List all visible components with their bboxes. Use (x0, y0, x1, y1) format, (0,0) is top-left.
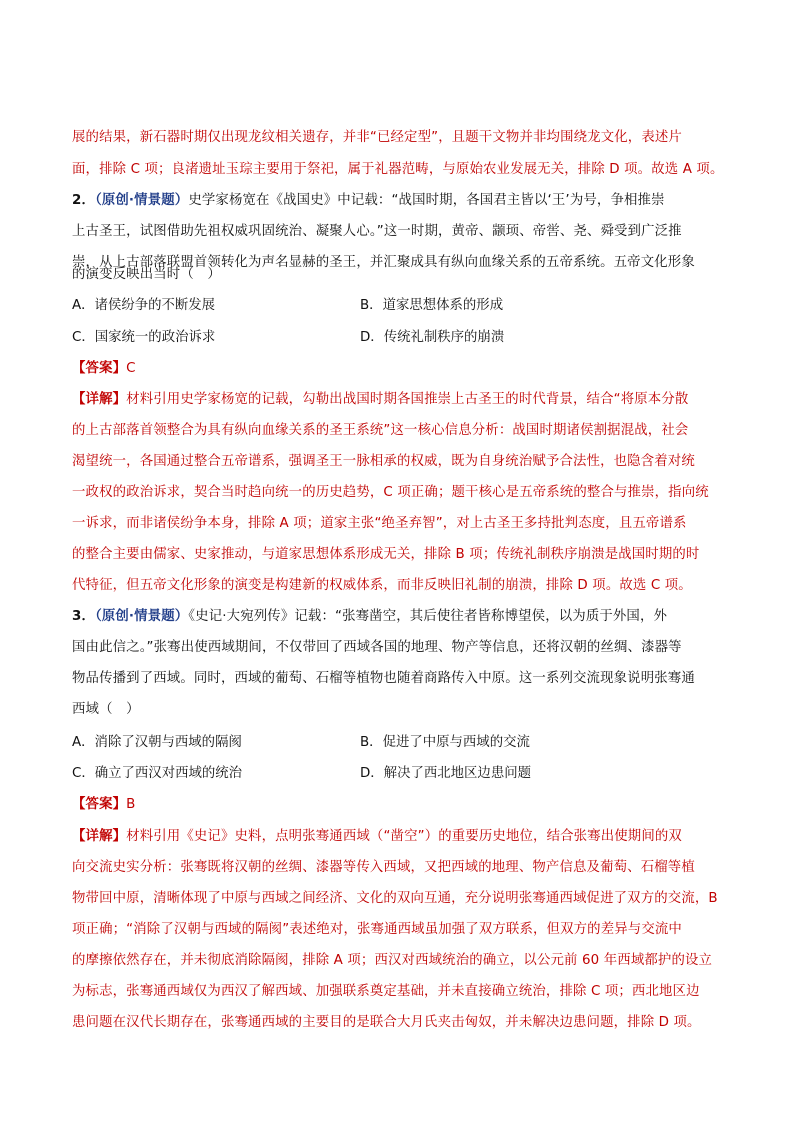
q2-answer-label: 【答案】 (72, 361, 127, 376)
prev-explanation-line-2: 面，排除 C 项；良渚遗址玉琮主要用于祭祀，属于礼器范畴，与原始农业发展无关，排除 D 项。故选 A 项。 (72, 162, 724, 177)
q3-answer-line (72, 795, 724, 815)
q3-stem-text-1: 《史记·大宛列传》记载：“张骞凿空，其后使往者皆称博望侯，以为质于外国，外 (188, 609, 668, 624)
q2-stem-line-2: 上古圣王，试图借助先祖权威巩固统治、凝聚人心。”这一时期，黄帝、颛顼、帝喾、尧、舜受到广泛推 (72, 224, 682, 239)
q2-detail-label: 【详解】 (72, 392, 127, 407)
q3-detail-line-3: 物带回中原，清晰体现了中原与西域之间经济、文化的双向互通，充分说明张骞通西域促进了双方的交流，B (72, 891, 718, 906)
q3-answer-label: 【答案】 (72, 797, 127, 812)
q3-detail-line-5: 的摩擦依然存在，并未彻底消除隔阂，排除 A 项；西汉对西域统治的确立，以公元前 60 年西域都护的设立 (72, 953, 713, 968)
q2-option-d[interactable]: D．传统礼制秩序的崩溃 (360, 330, 505, 345)
prev-explanation-line-1: 展的结果，新石器时期仅出现龙纹相关遗存，并非“已经定型”，且题干文物并非均围绕龙文化，表述片 (72, 130, 682, 145)
q3-detail-label: 【详解】 (72, 829, 127, 844)
q3-stem-line-1 (72, 607, 724, 627)
q3-detail-line-1 (72, 827, 724, 847)
q2-stem-line-4: 的演变反映出当时（ ） (72, 267, 221, 282)
q3-detail-line-6: 为标志，张骞通西域仅为西汉了解西域、加强联系奠定基础，并未直接确立统治，排除 C 项；西北地区边 (72, 984, 700, 999)
q3-number: 3． (72, 609, 96, 624)
q3-option-a[interactable]: A．消除了汉朝与西域的隔阂 (72, 735, 242, 750)
q2-detail-line-3: 渴望统一，各国通过整合五帝谱系，强调圣王一脉相承的权威，既为自身统治赋予合法性，也隐含着对统 (72, 454, 695, 469)
q3-stem-line-4: 西域（ ） (72, 702, 140, 717)
q2-option-a[interactable]: A．诸侯纷争的不断发展 (72, 298, 216, 313)
q3-detail-line-4: 项正确；“消除了汉朝与西域的隔阂”表述绝对，张骞通西域虽加强了双方联系，但双方的差异与交流中 (72, 922, 682, 937)
q2-tag: （原创·情景题） (95, 193, 189, 208)
q3-detail-line-2: 向交流史实分析：张骞既将汉朝的丝绸、漆器等传入西域，又把西域的地理、物产信息及葡萄、石榴等植 (72, 860, 695, 875)
q2-detail-line-1 (72, 390, 724, 410)
q2-detail-line-6: 的整合主要由儒家、史家推动，与道家思想体系形成无关，排除 B 项；传统礼制秩序崩溃是战国时期的时 (72, 547, 700, 562)
q2-number: 2． (72, 193, 96, 208)
q3-option-c[interactable]: C．确立了西汉对西域的统治 (72, 766, 243, 781)
q2-stem-line-3: 崇，从上古部落联盟首领转化为声名显赫的圣王，并汇聚成具有纵向血缘关系的五帝系统。五帝文化形象 (72, 255, 695, 270)
q2-option-b[interactable]: B．道家思想体系的形成 (360, 298, 504, 313)
q2-detail-text-1: 材料引用史学家杨宽的记载，勾勒出战国时期各国推崇上古圣王的时代背景，结合“将原本分散 (126, 392, 689, 407)
q2-detail-line-4: 一政权的政治诉求，契合当时趋向统一的历史趋势，C 项正确；题干核心是五帝系统的整合与推崇，指向统 (72, 485, 709, 500)
q3-stem-line-2: 国由此信之。”张骞出使西域期间，不仅带回了西域各国的地理、物产等信息，还将汉朝的丝绸、漆器等 (72, 640, 682, 655)
q2-detail-line-2: 的上古部落首领整合为具有纵向血缘关系的圣王系统”这一核心信息分析：战国时期诸侯割据混战，社会 (72, 423, 689, 438)
q2-answer-value: C (126, 361, 136, 376)
q2-option-c[interactable]: C．国家统一的政治诉求 (72, 330, 216, 345)
q3-option-b[interactable]: B．促进了中原与西域的交流 (360, 735, 530, 750)
q2-stem-text-1: 史学家杨宽在《战国史》中记载：“战国时期，各国君主皆以‘王’为号，争相推崇 (188, 193, 665, 208)
q3-tag: （原创·情景题） (95, 609, 189, 624)
q3-detail-line-7: 患问题在汉代长期存在，张骞通西域的主要目的是联合大月氏夹击匈奴，并未解决边患问题，排除 D 项。 (72, 1015, 701, 1030)
q2-answer-line (72, 359, 724, 379)
q3-stem-line-3: 物品传播到了西域。同时，西域的葡萄、石榴等植物也随着商路传入中原。这一系列交流现象说明张骞通 (72, 671, 695, 686)
q3-option-d[interactable]: D．解决了西北地区边患问题 (360, 766, 531, 781)
q3-detail-text-1: 材料引用《史记》史料，点明张骞通西域（“凿空”）的重要历史地位，结合张骞出使期间的双 (126, 829, 682, 844)
q2-stem-line-1 (72, 191, 724, 211)
q2-detail-line-7: 代特征，但五帝文化形象的演变是构建新的权威体系，而非反映旧礼制的崩溃，排除 D 项。故选 C 项。 (72, 578, 692, 593)
q2-detail-line-5: 一诉求，而非诸侯纷争本身，排除 A 项；道家主张“绝圣弃智”，对上古圣王多持批判态度，且五帝谱系 (72, 516, 687, 531)
q3-answer-value: B (126, 797, 136, 812)
